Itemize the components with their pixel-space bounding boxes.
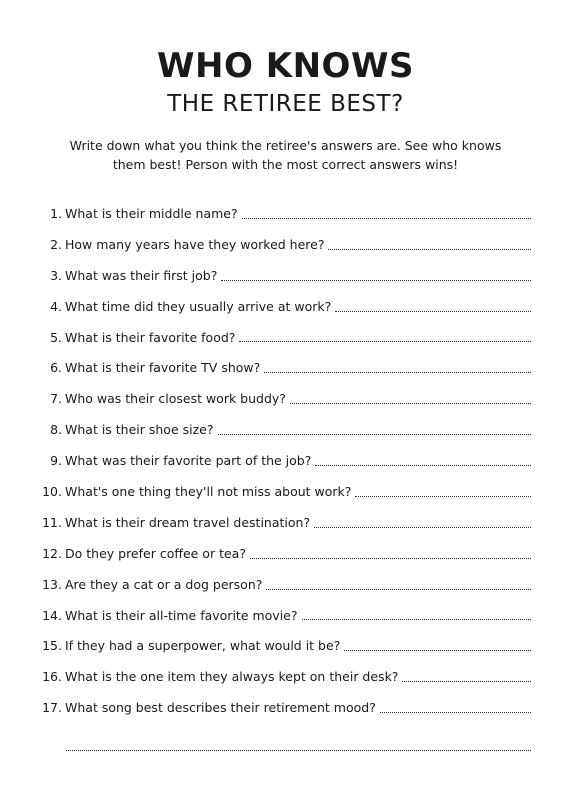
question-number: 7. [50, 391, 62, 407]
extra-answer-line[interactable] [66, 748, 531, 751]
answer-line[interactable] [315, 455, 531, 466]
question-number: 1. [50, 205, 62, 221]
question-number: 15. [42, 638, 62, 654]
answer-line[interactable] [264, 362, 531, 373]
question-number: 5. [50, 329, 62, 345]
question-item [0, 569, 571, 600]
question-text: How many years have they worked here? [65, 236, 325, 252]
answer-line[interactable] [250, 548, 531, 559]
question-item [0, 507, 571, 538]
question-item [0, 600, 571, 631]
answer-line[interactable] [239, 331, 531, 342]
answer-line[interactable] [218, 424, 532, 435]
question-item [0, 476, 571, 507]
question-number: 6. [50, 360, 62, 376]
question-item [0, 260, 571, 291]
question-list [0, 198, 571, 723]
question-text: Do they prefer coffee or tea? [65, 545, 246, 561]
question-text: What is their middle name? [65, 205, 238, 221]
question-text: What is their shoe size? [65, 422, 214, 438]
answer-line[interactable] [302, 609, 531, 620]
question-item [0, 352, 571, 383]
instructions-line-2: them best! Person with the most correct answers wins! [112, 157, 459, 172]
page-subtitle: THE RETIREE BEST? [167, 91, 404, 117]
question-text: What is their dream travel destination? [65, 514, 311, 530]
question-number: 2. [50, 236, 62, 252]
question-number: 3. [50, 267, 62, 283]
answer-line[interactable] [314, 517, 531, 528]
question-number: 8. [50, 422, 62, 438]
question-text: Who was their closest work buddy? [65, 391, 286, 407]
question-item [0, 445, 571, 476]
question-number: 16. [42, 669, 62, 685]
question-item [0, 322, 571, 353]
question-text: What's one thing they'll not miss about work? [65, 483, 352, 499]
question-number: 14. [42, 607, 62, 623]
question-item [0, 538, 571, 569]
question-item [0, 383, 571, 414]
question-number: 13. [42, 576, 62, 592]
answer-line[interactable] [380, 702, 531, 713]
question-item [0, 414, 571, 445]
question-item [0, 661, 571, 692]
question-text: What song best describes their retirement mood? [65, 700, 376, 716]
question-number: 17. [42, 700, 62, 716]
question-number: 9. [50, 453, 62, 469]
instructions-line-1: Write down what you think the retiree's answers are. See who knows [69, 138, 502, 153]
question-item [0, 291, 571, 322]
question-text: If they had a superpower, what would it be? [65, 638, 341, 654]
question-text: What was their favorite part of the job? [65, 453, 312, 469]
answer-line[interactable] [355, 486, 531, 497]
answer-line[interactable] [290, 393, 531, 404]
question-number: 11. [42, 514, 62, 530]
question-item [0, 229, 571, 260]
question-text: What is their favorite TV show? [65, 360, 261, 376]
answer-line[interactable] [335, 301, 531, 312]
answer-line[interactable] [402, 671, 531, 682]
question-number: 10. [42, 483, 62, 499]
answer-line[interactable] [344, 640, 531, 651]
instructions [60, 136, 511, 174]
question-number: 4. [50, 298, 62, 314]
question-text: Are they a cat or a dog person? [65, 576, 263, 592]
question-item [0, 198, 571, 229]
question-text: What is their all-time favorite movie? [65, 607, 298, 623]
answer-line[interactable] [242, 208, 531, 219]
answer-line[interactable] [221, 270, 531, 281]
question-text: What is their favorite food? [65, 329, 236, 345]
question-text: What was their first job? [65, 267, 218, 283]
question-text: What is the one item they always kept on their desk? [65, 669, 399, 685]
question-item [0, 692, 571, 723]
question-number: 12. [42, 545, 62, 561]
question-text: What time did they usually arrive at work? [65, 298, 332, 314]
answer-line[interactable] [266, 579, 531, 590]
question-item [0, 630, 571, 661]
page-title: WHO KNOWS [157, 46, 414, 86]
answer-line[interactable] [328, 239, 531, 250]
